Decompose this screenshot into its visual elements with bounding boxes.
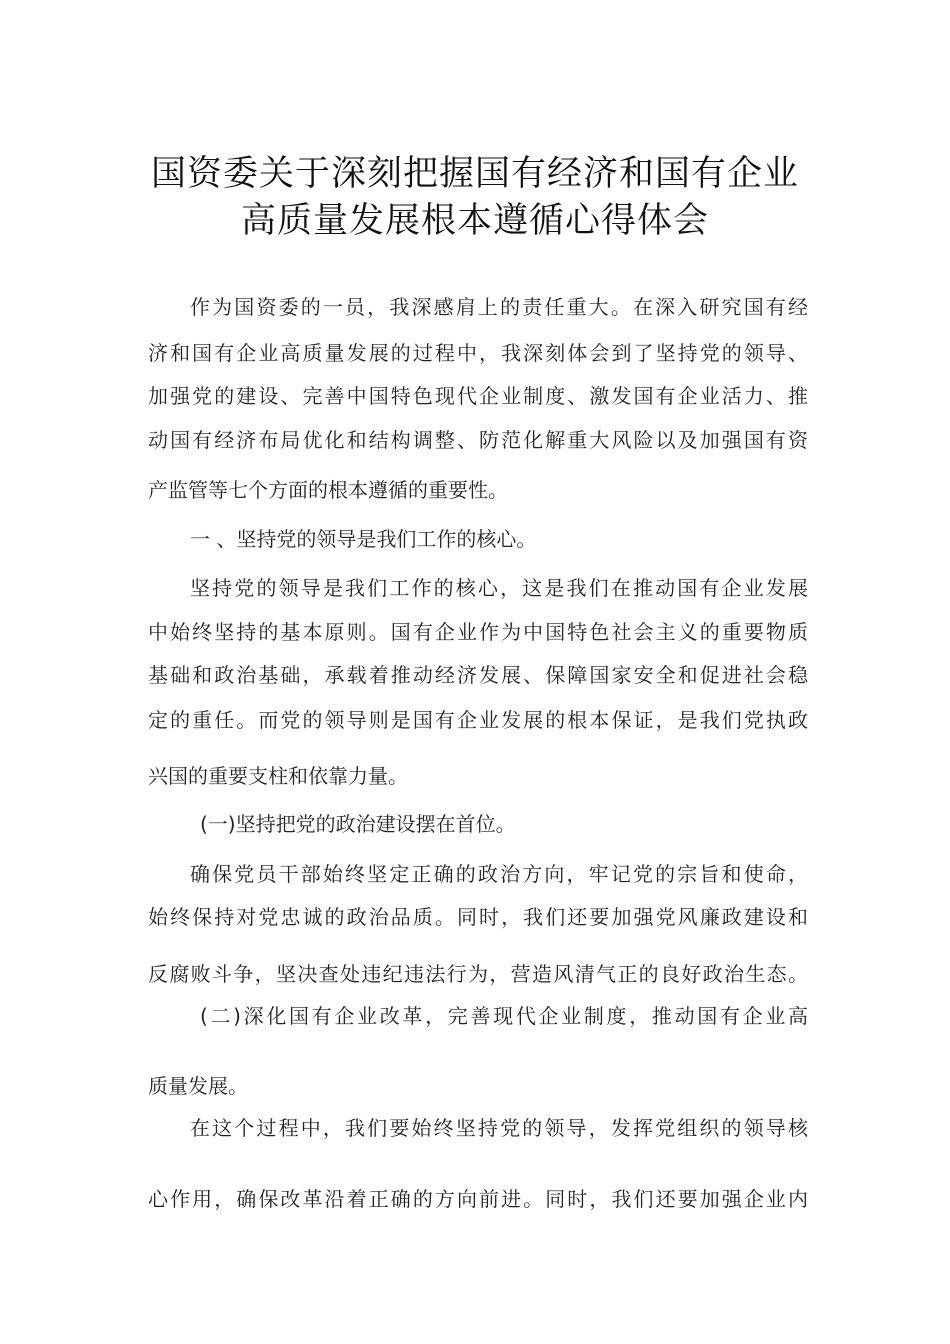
body-line-9: 基础和政治基础，承载着推动经济发展、保障国家安全和促进社会稳 bbox=[148, 663, 808, 687]
body-line-11: 兴国的重要支柱和依靠力量。 bbox=[148, 764, 408, 788]
body-line-2: 济和国有企业高质量发展的过程中，我深刻体会到了坚持党的领导、 bbox=[148, 341, 808, 365]
body-line-10: 定的重任。而党的领导则是国有企业发展的根本保证，是我们党执政 bbox=[148, 708, 808, 732]
body-line-4: 动国有经济布局优化和结构调整、防范化解重大风险以及加强国有资 bbox=[148, 428, 808, 452]
body-line-5: 产监管等七个方面的根本遵循的重要性。 bbox=[148, 478, 508, 502]
document-title-line-2: 高质量发展根本遵循心得体会 bbox=[240, 201, 709, 241]
body-line-3: 加强党的建设、完善中国特色现代企业制度、激发国有企业活力、推 bbox=[148, 384, 808, 408]
body-line-8: 中始终坚持的基本原则。国有企业作为中国特色社会主义的重要物质 bbox=[148, 620, 808, 644]
body-line-18: 在这个过程中，我们要始终坚持党的领导，发挥党组织的领导核 bbox=[190, 1116, 808, 1140]
body-line-17: 质量发展。 bbox=[148, 1074, 248, 1098]
body-line-19: 心作用，确保改革沿着正确的方向前进。同时，我们还要加强企业内 bbox=[148, 1187, 808, 1211]
subsection-heading-1: (一)坚持把党的政治建设摆在首位。 bbox=[200, 812, 516, 836]
subsection-heading-2: (二)深化国有企业改革，完善现代企业制度，推动国有企业高 bbox=[200, 1004, 808, 1028]
body-line-1: 作为国资委的一员，我深感肩上的责任重大。在深入研究国有经 bbox=[190, 295, 808, 319]
body-line-7: 坚持党的领导是我们工作的核心，这是我们在推动国有企业发展 bbox=[190, 576, 808, 600]
body-line-13: 确保党员干部始终坚定正确的政治方向，牢记党的宗旨和使命， bbox=[190, 862, 808, 886]
document-title-line-1: 国资委关于深刻把握国有经济和国有企业 bbox=[150, 154, 799, 194]
section-heading-1: 一 、坚持党的领导是我们工作的核心。 bbox=[190, 527, 537, 551]
body-line-15: 反腐败斗争，坚决查处违纪违法行为，营造风清气正的良好政治生态。 bbox=[148, 962, 808, 986]
body-line-14: 始终保持对党忠诚的政治品质。同时，我们还要加强党风廉政建设和 bbox=[148, 905, 808, 929]
